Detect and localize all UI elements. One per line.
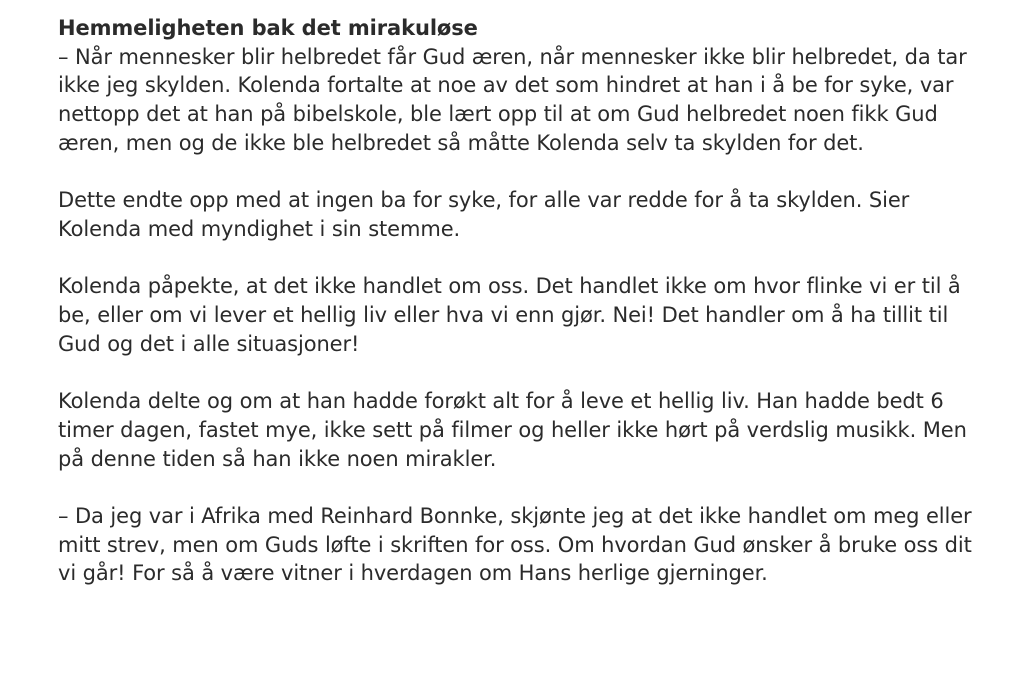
article-paragraph-2: Dette endte opp med at ingen ba for syke, for alle var redde for å ta skylden. Sier Kolenda med myndighet i sin stemme.: [58, 188, 910, 241]
article: [58, 14, 978, 588]
article-paragraph-5: – Da jeg var i Afrika med Reinhard Bonnke, skjønte jeg at det ikke handlet om meg eller mitt strev, men om Guds løfte i skriften for oss. Om hvordan Gud ønsker å bruke oss dit vi går! For så å være vitner i hverdagen om Hans herlige gjerninger.: [58, 503, 972, 586]
article-heading: Hemmeligheten bak det mirakuløse: [58, 16, 478, 40]
article-paragraph-1: – Når mennesker blir helbredet får Gud æren, når mennesker ikke blir helbredet, da tar ikke jeg skylden. Kolenda fortalte at noe av det som hindret at han i å be for syke, var nettopp det at han på bibelskole, ble lært opp til at om Gud helbredet noen fikk Gud æren, men og de ikke ble helbredet så måtte Kolenda selv ta skylden for det.: [58, 44, 967, 155]
article-paragraph-4: Kolenda delte og om at han hadde forøkt alt for å leve et hellig liv. Han hadde bedt 6 timer dagen, fastet mye, ikke sett på filmer og heller ikke hørt på verdslig musikk. Men på denne tiden så han ikke noen mirakler.: [58, 389, 967, 471]
article-paragraph-3: Kolenda påpekte, at det ikke handlet om oss. Det handlet ikke om hvor flinke vi er til å be, eller om vi lever et hellig liv eller hva vi enn gjør. Nei! Det handler om å ha tillit til Gud og det i alle situasjoner!: [58, 274, 961, 356]
